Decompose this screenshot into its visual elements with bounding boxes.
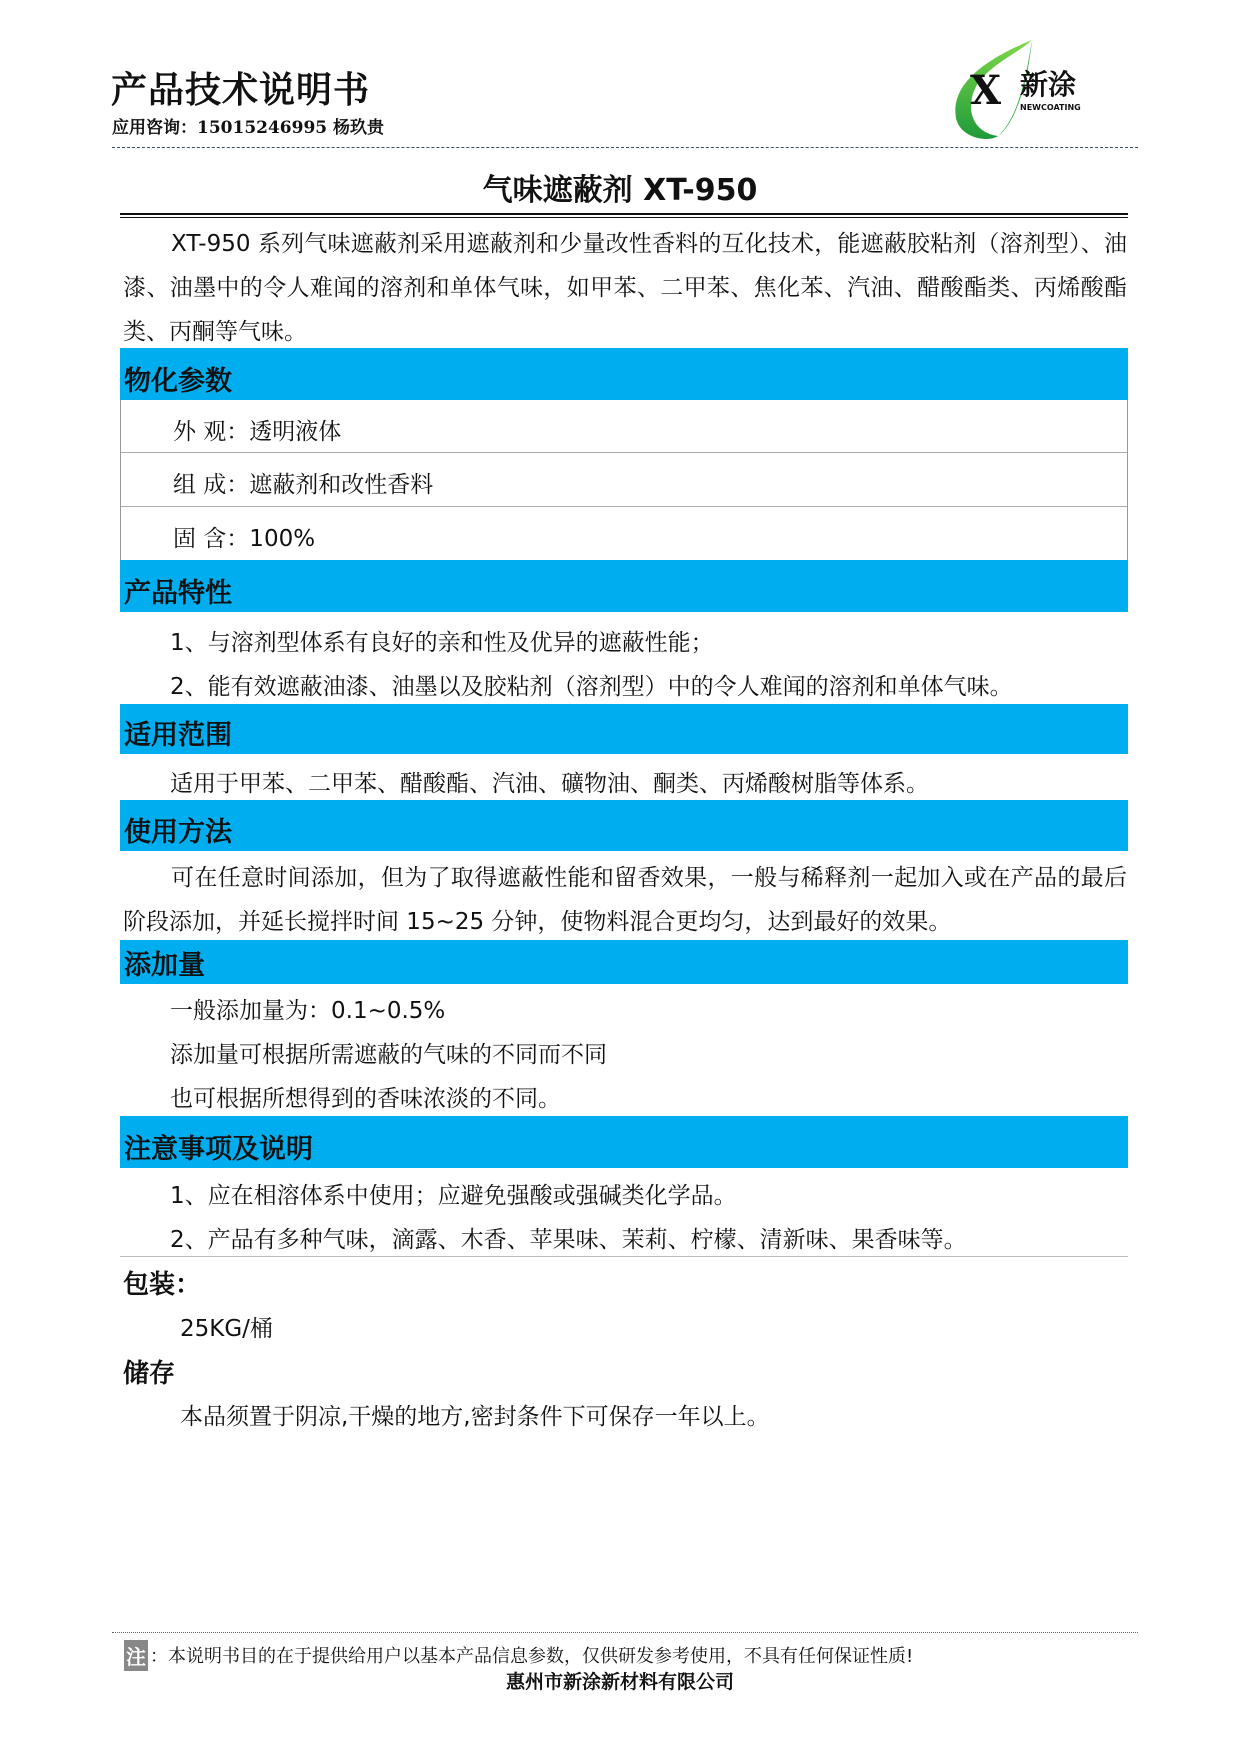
leaf-logo-icon [948, 38, 1118, 143]
feature-item: 1、与溶剂型体系有良好的亲和性及优异的遮蔽性能； [170, 630, 714, 656]
dosage-item: 一般添加量为：0.1~0.5% [170, 998, 446, 1024]
section-divider [120, 1256, 1128, 1257]
dosage-item: 也可根据所想得到的香味浓淡的不同。 [170, 1086, 561, 1112]
storage-text: 本品须置于阴凉,干燥的地方,密封条件下可保存一年以上。 [180, 1404, 770, 1430]
product-title: 气味遮蔽剂 XT-950 [482, 173, 758, 208]
params-row: 固 含：100% [173, 525, 316, 552]
params-table [120, 400, 1128, 561]
scope-text: 适用于甲苯、二甲苯、醋酸酯、汽油、礦物油、酮类、丙烯酸树脂等体系。 [170, 771, 929, 797]
usage-text: 可在任意时间添加，但为了取得遮蔽性能和留香效果，一般与稀释剂一起加入或在产品的最后阶段添加，并延长搅拌时间 15~25 分钟，使物料混合更均匀，达到最好的效果。 [123, 865, 1127, 935]
logo-letter: X [970, 67, 1002, 114]
section-header-notes: 注意事项及说明 [120, 1116, 1128, 1168]
header-divider [112, 147, 1138, 148]
packaging-heading: 包装： [123, 1270, 202, 1300]
note-item: 1、应在相溶体系中使用；应避免强酸或强碱类化学品。 [170, 1183, 737, 1209]
svg-text:新涂: 新涂 [1020, 68, 1077, 101]
params-row: 外 观：透明液体 [121, 400, 1127, 453]
note-item: 2、产品有多种气味，滴露、木香、苹果味、茉莉、柠檬、清新味、果香味等。 [170, 1227, 967, 1253]
storage-heading: 储存 [123, 1359, 176, 1389]
feature-item: 2、能有效遮蔽油漆、油墨以及胶粘剂（溶剂型）中的令人难闻的溶剂和单体气味。 [170, 674, 1013, 700]
svg-text:NEWCOATING: NEWCOATING [1020, 103, 1081, 112]
doc-header-title: 产品技术说明书 [111, 70, 371, 111]
section-header-usage: 使用方法 [120, 800, 1128, 851]
packaging-text: 25KG/桶 [180, 1316, 273, 1342]
section-header-scope: 适用范围 [120, 704, 1128, 754]
intro-paragraph: XT-950 系列气味遮蔽剂采用遮蔽剂和少量改性香料的互化技术，能遮蔽胶粘剂（溶剂型）、油漆、油墨中的令人难闻的溶剂和单体气味，如甲苯、二甲苯、焦化苯、汽油、醋酸酯类、丙烯酸酯类、丙酮等气味。 [123, 231, 1127, 345]
section-header-dosage: 添加量 [120, 940, 1128, 984]
note-mark: 注 [124, 1640, 148, 1671]
dosage-item: 添加量可根据所需遮蔽的气味的不同而不同 [170, 1042, 607, 1068]
params-row: 组 成：遮蔽剂和改性香料 [121, 453, 1127, 506]
disclaimer-text: ：本说明书目的在于提供给用户以基本产品信息参数，仅供研发参考使用，不具有任何保证性质! [150, 1646, 914, 1667]
footer-divider [112, 1632, 1138, 1633]
company-name: 惠州市新涂新材料有限公司 [505, 1671, 734, 1693]
contact-info: 应用咨询：15015246995 杨玖贵 [112, 118, 385, 138]
section-header-features: 产品特性 [120, 560, 1128, 612]
title-double-rule [120, 213, 1128, 218]
section-header-params: 物化参数 [120, 348, 1128, 400]
company-logo [948, 38, 1118, 143]
